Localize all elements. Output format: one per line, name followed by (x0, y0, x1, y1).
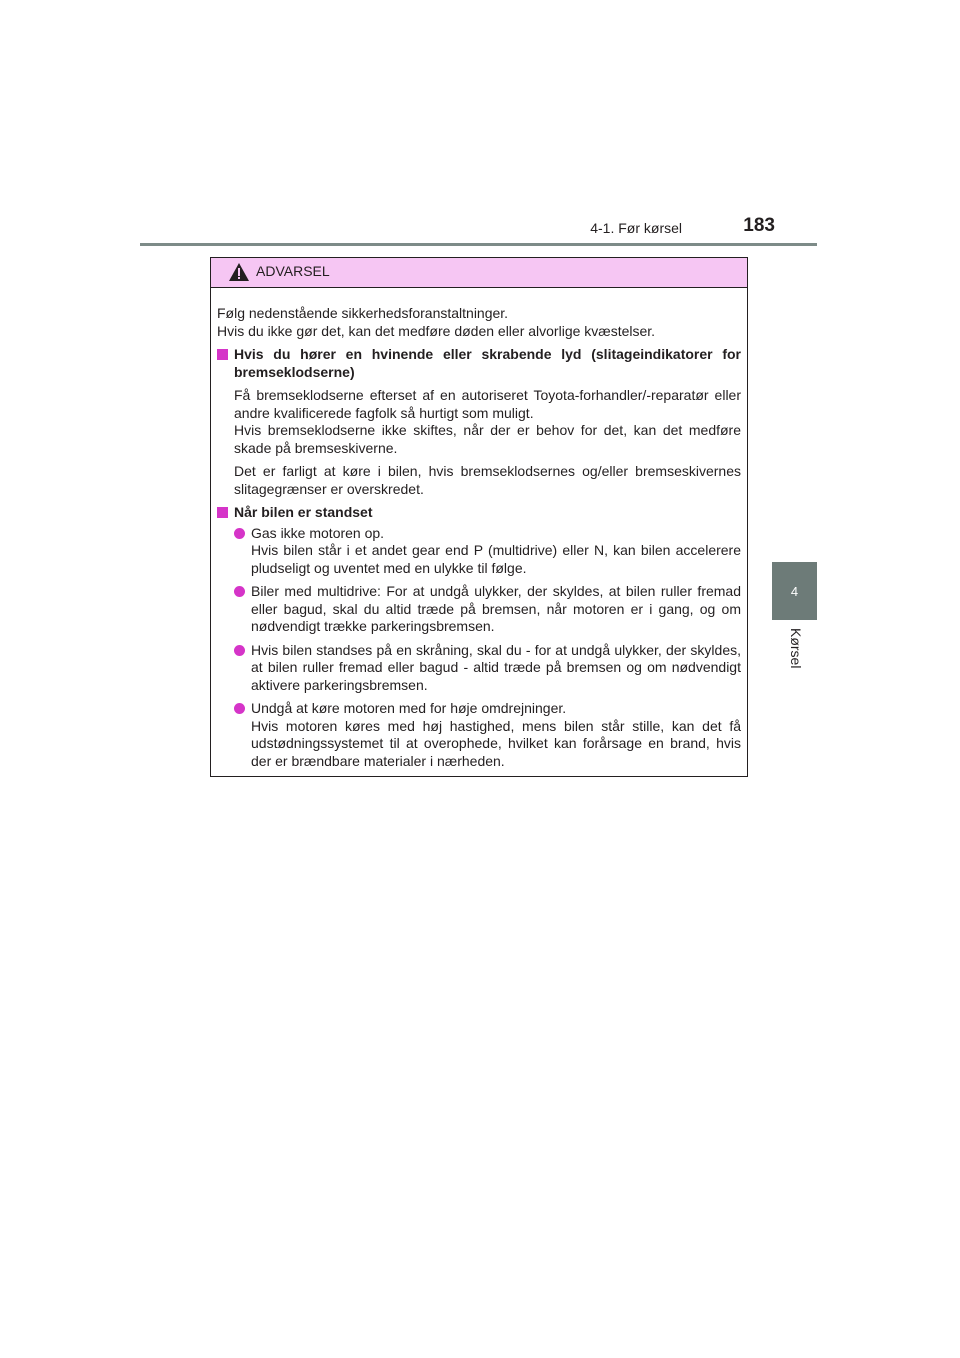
section-vehicle-stopped (217, 504, 741, 770)
round-bullet-icon (234, 703, 245, 714)
bullet-text: Hvis bilen står i et andet gear end P (multidrive) eller N, kan bilen accelerere pludseligt og uventet med en ulykke til følge. (251, 542, 741, 576)
warning-box (210, 257, 748, 777)
paragraph: Hvis bremseklodserne ikke skiftes, når der er behov for det, kan det medføre skade på bremseskiverne. (234, 422, 741, 456)
bullet-lead: Undgå at køre motoren med for høje omdrejninger. (251, 700, 567, 716)
section-title: 4-1. Før kørsel (590, 220, 682, 236)
header-rule (140, 243, 817, 246)
paragraph: Det er farligt at køre i bilen, hvis bremseklodsernes og/eller bremseskivernes slitagegrænser er overskredet. (234, 463, 741, 497)
round-bullet-icon (234, 645, 245, 656)
bullet-text: Hvis bilen standses på en skråning, skal du - for at undgå ulykker, der skyldes, at bilen ruller fremad eller bagud - altid træde på bremsen og om nødvendigt aktivere parkeringsbremsen. (251, 641, 741, 693)
intro-line-2: Hvis du ikke gør det, kan det medføre døden eller alvorlige kvæstelser. (217, 322, 656, 339)
warning-title: ADVARSEL (256, 263, 330, 279)
warning-triangle-icon (228, 262, 250, 282)
square-bullet-icon (217, 349, 228, 360)
page-number: 183 (743, 215, 775, 236)
section-title-vehicle-stopped: Når bilen er standset (234, 504, 373, 520)
bullet-text: Biler med multidrive: For at undgå ulykker, der skyldes, at bilen ruller fremad eller bagud, skal du altid træde på bremsen, når motoren er i gang, og om nødvendigt trække parkeringsbremsen. (251, 583, 741, 634)
chapter-label: Kørsel (788, 628, 804, 669)
list-item (234, 525, 741, 578)
section-title-brake-noise: Hvis du hører en hvinende eller skrabende lyd (slitageindikatorer for bremseklodserne) (234, 346, 741, 380)
list-item (234, 700, 741, 770)
warning-header (211, 258, 747, 288)
square-bullet-icon (217, 507, 228, 518)
bullet-lead: Gas ikke motoren op. (251, 524, 385, 541)
intro-line-1: Følg nedenstående sikkerhedsforanstaltninger. (217, 305, 509, 321)
chapter-number: 4 (790, 583, 799, 599)
round-bullet-icon (234, 586, 245, 597)
paragraph: Få bremseklodserne efterset af en autoriseret Toyota-forhandler/-reparatør eller andre kvalificerede fagfolk så hurtigt som muligt. (234, 387, 741, 421)
chapter-tab (772, 562, 817, 620)
list-item (234, 642, 741, 695)
round-bullet-icon (234, 528, 245, 539)
bullet-text: Hvis motoren køres med høj hastighed, mens bilen står stille, kan det få udstødningssystemet til at overophede, hvilket kan forårsage en brand, hvis der er brændbare materialer i nærheden. (251, 717, 741, 769)
warning-body (211, 288, 747, 770)
list-item (234, 583, 741, 636)
section-brake-noise (217, 346, 741, 498)
